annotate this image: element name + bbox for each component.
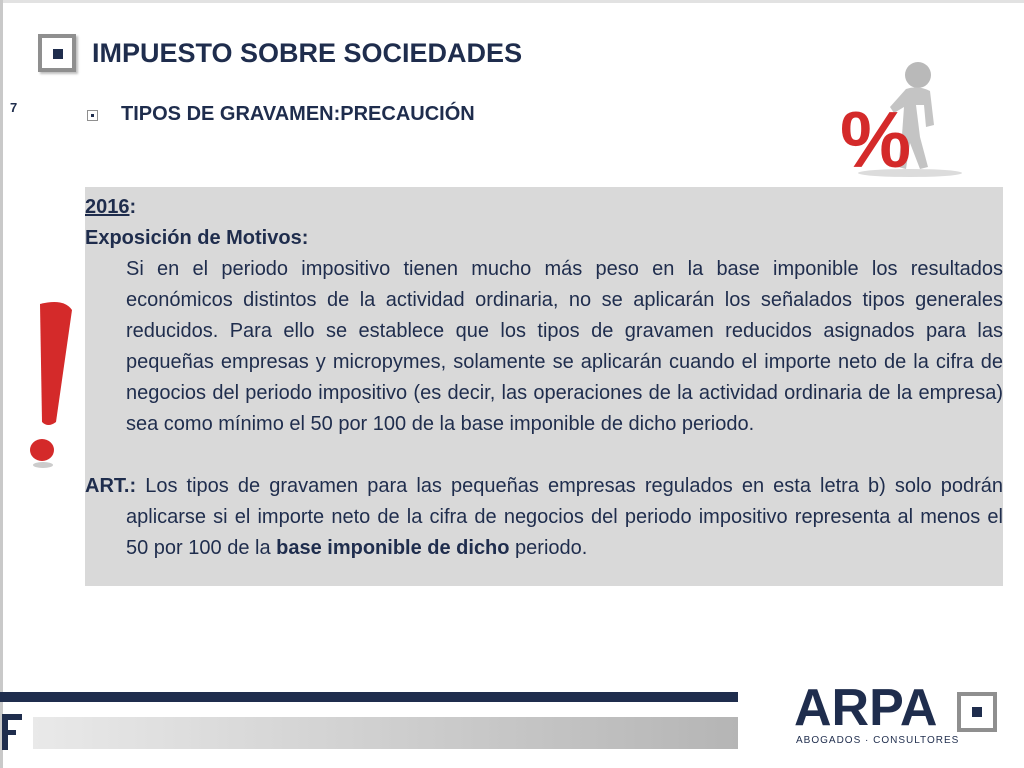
footer-dark-band — [0, 692, 738, 702]
slide-title: IMPUESTO SOBRE SOCIEDADES — [92, 38, 523, 68]
bullet-square-icon — [87, 110, 98, 121]
title-square-icon — [38, 34, 76, 72]
year-colon: : — [129, 196, 137, 218]
art-text-part-2: periodo. — [509, 537, 588, 559]
svg-text:%: % — [840, 95, 912, 184]
exclamation-icon — [20, 300, 80, 470]
art-paragraph — [85, 471, 1003, 564]
art-text-part-1: Los tipos de gravamen para las pequeñas empresas regulados en esta letra b) solo podrán aplicarse si el importe neto de la cifra de negocios del periodo impositivo representa al menos el 50 por 100 de la — [126, 475, 1003, 559]
art-text-bold: base imponible de dicho — [276, 537, 510, 559]
motivos-heading: Exposición de Motivos: — [85, 227, 309, 249]
logo-square-icon — [957, 692, 997, 732]
slide-top-border — [0, 0, 1024, 3]
year-heading — [85, 192, 1003, 223]
slide-subtitle: TIPOS DE GRAVAMEN:PRECAUCIÓN — [121, 103, 475, 125]
arpa-logo: ARPA — [794, 679, 938, 737]
art-label: ART.: — [85, 475, 137, 497]
arpa-logo-tagline: ABOGADOS · CONSULTORES — [796, 735, 960, 746]
content-text-box — [85, 187, 1003, 586]
slide-number: 7 — [10, 100, 18, 115]
footer-grey-band — [33, 717, 738, 749]
footer-f-glyph-icon — [0, 712, 24, 752]
motivos-paragraph: Si en el periodo impositivo tienen mucho más peso en la base imponible los resultados económicos distintos de la actividad ordinaria, no se aplicarán los señalados tipos generales reducidos. Para ello se establece que los tipos de gravamen reducidos asignados para las pequeñas empresas y micropymes, solamente se aplicarán cuando el importe neto de la cifra de negocios del periodo impositivo (es decir, las operaciones de la actividad ordinaria de la empresa) sea como mínimo el 50 por 100 de la base imponible de dicho periodo. — [126, 258, 1003, 435]
percent-figure-icon — [830, 55, 965, 185]
slide-left-border — [0, 0, 3, 768]
year-value: 2016 — [85, 196, 130, 218]
